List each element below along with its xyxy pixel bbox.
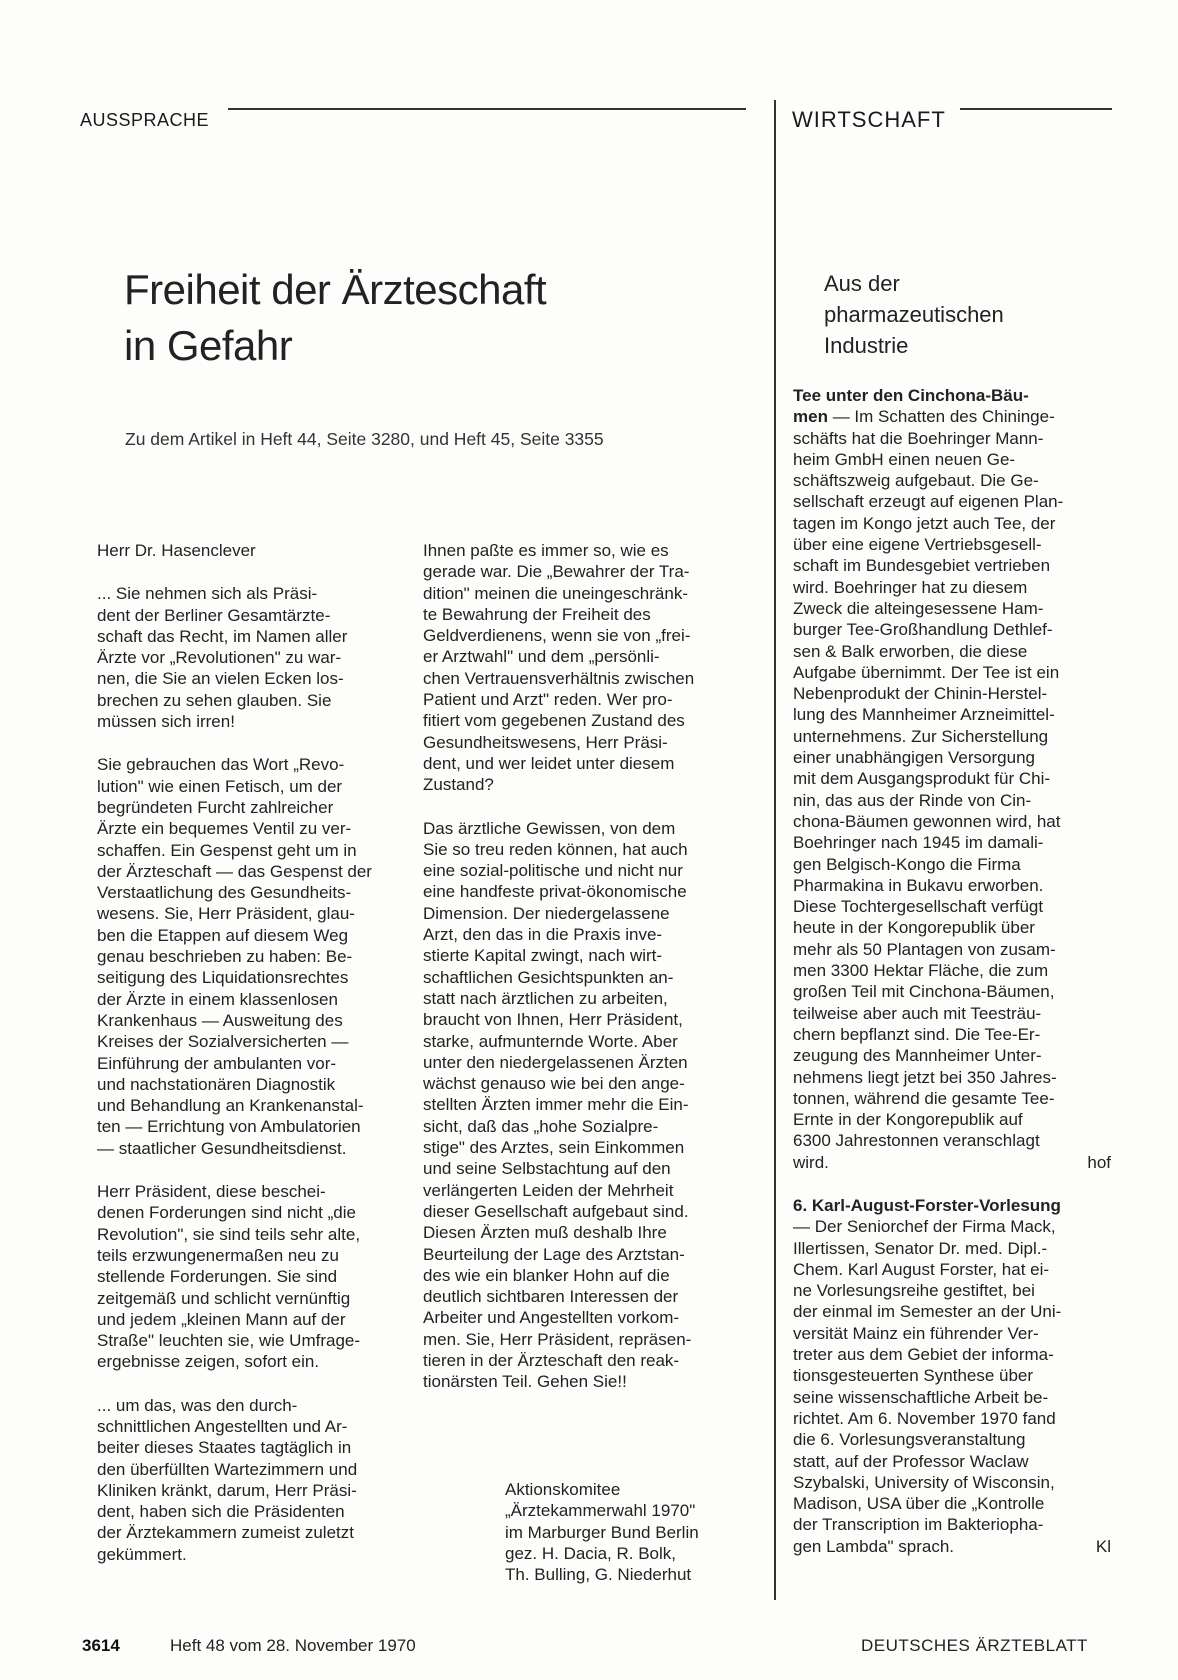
text-line: nehmens liegt jetzt bei 350 Jahres- <box>793 1067 1057 1087</box>
text-line: Illertissen, Senator Dr. med. Dipl.- <box>793 1238 1048 1258</box>
text-line: tionärsten Teil. Gehen Sie!! <box>423 1372 627 1392</box>
letter-paragraph <box>97 1395 407 1565</box>
text-line: Kliniken kränkt, darum, Herr Präsi- <box>97 1480 357 1500</box>
text-line: sen & Balk erworben, die diese <box>793 641 1028 661</box>
text-line: fitiert vom gegebenen Zustand des <box>423 711 685 731</box>
text-line: versität Mainz ein führender Ver- <box>793 1323 1039 1343</box>
text-line: mit dem Ausgangsprodukt für Chi- <box>793 769 1051 789</box>
text-line: unter den niedergelassenen Ärzten <box>423 1052 688 1072</box>
article-subtitle: Zu dem Artikel in Heft 44, Seite 3280, und Heft 45, Seite 3355 <box>125 429 604 449</box>
text-line: dieser Gesellschaft aufgebaut sind. <box>423 1201 689 1221</box>
text-line: ten — Errichtung von Ambulatorien <box>97 1117 361 1137</box>
text-line: teils erzwungenermaßen neu zu <box>97 1245 339 1265</box>
news-heading: Tee unter den Cinchona-Bäu- <box>793 386 1029 405</box>
text-line: Madison, USA über die „Kontrolle <box>793 1494 1045 1514</box>
letter-signature <box>505 1479 750 1585</box>
text-line: brechen zu sehen glauben. Sie <box>97 690 332 710</box>
text-line: stierte Kapital zwingt, nach wirt- <box>423 946 663 966</box>
text-line: müssen sich irren! <box>97 712 235 732</box>
signature-line: im Marburger Bund Berlin <box>505 1522 699 1542</box>
text-line: sicht, daß das „hohe Sozialpre- <box>423 1116 659 1136</box>
text-line: verlängerten Leiden der Mehrheit <box>423 1180 674 1200</box>
article-title <box>124 262 546 374</box>
text-line: großen Teil mit Cinchona-Bäumen, <box>793 982 1055 1002</box>
salutation <box>97 540 407 561</box>
text-line: Geldverdienens, wenn sie von „frei- <box>423 626 691 646</box>
text-line: denen Forderungen sind nicht „die <box>97 1203 356 1223</box>
text-line: sellschaft erzeugt auf eigenen Plan- <box>793 492 1064 512</box>
text-line: chona-Bäumen gewonnen wird, hat <box>793 811 1061 831</box>
text-line: Zweck die alteingesessene Ham- <box>793 598 1044 618</box>
text-line: der Ärztekammern zumeist zuletzt <box>97 1523 354 1543</box>
text-line: Ärzte vor „Revolutionen" zu war- <box>97 648 342 668</box>
text-line: chen Vertrauensverhältnis zwischen <box>423 668 695 688</box>
text-line <box>793 1152 1111 1173</box>
text-line: wächst genauso wie bei den ange- <box>423 1074 685 1094</box>
text-line: und nachstationären Diagnostik <box>97 1074 336 1094</box>
header-rule-left <box>228 108 746 110</box>
letter-paragraph <box>423 540 743 796</box>
industry-title-line: Aus der <box>824 271 900 296</box>
letter-paragraph <box>97 583 407 732</box>
text-fragment: wird. <box>793 1152 829 1172</box>
text-line: des wie ein blanker Hohn auf die <box>423 1265 670 1285</box>
text-line: eine handfeste privat-ökonomische <box>423 882 687 902</box>
issue-info: Heft 48 vom 28. November 1970 <box>170 1636 416 1655</box>
text-line: schaft das Recht, im Namen aller <box>97 626 348 646</box>
text-line: lution" wie einen Fetisch, um der <box>97 776 343 796</box>
signature-line: gez. H. Dacia, R. Bolk, <box>505 1543 677 1563</box>
text-line: richtet. Am 6. November 1970 fand <box>793 1408 1056 1428</box>
text-line: mehr als 50 Plantagen von zusam- <box>793 939 1056 959</box>
text-line: Dimension. Der niedergelassene <box>423 903 670 923</box>
text-line: über eine eigene Vertriebsgesell- <box>793 535 1042 555</box>
text-line: Chem. Karl August Forster, hat ei- <box>793 1259 1050 1279</box>
text-line: chern bepflanzt sind. Die Tee-Er- <box>793 1024 1041 1044</box>
text-line: deutlich sichtbaren Interessen der <box>423 1287 679 1307</box>
text-line: und jedem „kleinen Mann auf der <box>97 1309 346 1329</box>
text-line: genau beschrieben zu haben: Be- <box>97 947 353 967</box>
news-heading: 6. Karl-August-Forster-Vorlesung <box>793 1195 1061 1215</box>
text-line: schnittlichen Angestellten und Ar- <box>97 1416 348 1436</box>
text-line: dition" meinen die uneingeschränk- <box>423 583 688 603</box>
text-line: unternehmens. Zur Sicherstellung <box>793 726 1049 746</box>
text-line: Sie so treu reden können, hat auch <box>423 839 688 859</box>
letter-column-middle <box>423 540 743 1415</box>
news-item-tea <box>793 385 1111 1173</box>
text-line: Aufgabe übernimmt. Der Tee ist ein <box>793 662 1060 682</box>
industry-title-line: pharmazeutischen <box>824 302 1004 327</box>
text-line: dent, und wer leidet unter diesem <box>423 753 675 773</box>
text-line: Boehringer nach 1945 im damali- <box>793 833 1044 853</box>
letter-paragraph <box>97 754 407 1159</box>
text-line: der Ärzteschaft — das Gespenst der <box>97 861 372 881</box>
text-line: und seine Selbstachtung auf den <box>423 1159 671 1179</box>
text-line: Diesen Ärzten muß deshalb Ihre <box>423 1223 667 1243</box>
industry-section-title <box>824 268 1114 361</box>
text-line: te Bewahrung der Freiheit des <box>423 604 651 624</box>
text-line: statt nach ärztlichen zu arbeiten, <box>423 988 668 1008</box>
text-line: ne Vorlesungsreihe gestiftet, bei <box>793 1281 1035 1301</box>
text-line: braucht von Ihnen, Herr Präsident, <box>423 1010 683 1030</box>
text-line: schäftszweig aufgebaut. Die Ge- <box>793 471 1039 491</box>
text-line: Straße" leuchten sie, wie Umfrage- <box>97 1331 361 1351</box>
text-line: men. Sie, Herr Präsident, repräsen- <box>423 1329 692 1349</box>
text-line: ergebnisse zeigen, sofort ein. <box>97 1352 320 1372</box>
text-line: Pharmakina in Bukavu erworben. <box>793 875 1044 895</box>
letter-paragraph <box>423 818 743 1393</box>
text-line: gerade war. Die „Bewahrer der Tra- <box>423 562 690 582</box>
text-line <box>793 1536 1111 1557</box>
text-line: beiter dieses Staates tagtäglich in <box>97 1438 352 1458</box>
text-line: Herr Dr. Hasenclever <box>97 541 256 560</box>
text-line: zeugung des Mannheimer Unter- <box>793 1046 1042 1066</box>
author-initials: hof <box>1087 1152 1111 1172</box>
article-title-line: in Gefahr <box>124 322 293 369</box>
publication-name: DEUTSCHES ÄRZTEBLATT <box>861 1636 1088 1655</box>
header-rule-right <box>960 108 1112 110</box>
text-line: und Behandlung an Krankenanstal- <box>97 1096 364 1116</box>
text-line: der Transcription im Bakteriopha- <box>793 1515 1044 1535</box>
text-line: — staatlicher Gesundheitsdienst. <box>97 1138 347 1158</box>
letter-paragraph <box>97 1181 407 1373</box>
text-line: Diese Tochtergesellschaft verfügt <box>793 897 1044 917</box>
section-label-wirtschaft: WIRTSCHAFT <box>792 107 946 132</box>
text-line: Das ärztliche Gewissen, von dem <box>423 818 676 838</box>
text-line: Revolution", sie sind teils sehr alte, <box>97 1224 361 1244</box>
text-line: schäfts hat die Boehringer Mann- <box>793 428 1044 448</box>
signature-line: „Ärztekammerwahl 1970" <box>505 1501 696 1521</box>
text-line: 6300 Jahrestonnen veranschlagt <box>793 1131 1040 1151</box>
text-line: den überfüllten Wartezimmern und <box>97 1459 358 1479</box>
text-fragment: gen Lambda" sprach. <box>793 1536 955 1556</box>
text-line: stellten Ärzten immer mehr die Ein- <box>423 1095 689 1115</box>
section-label-aussprache: AUSSPRACHE <box>80 110 210 130</box>
text-line: Sie gebrauchen das Wort „Revo- <box>97 755 345 775</box>
text-line: Arbeiter und Angestellten vorkom- <box>423 1308 680 1328</box>
text-line: Kreises der Sozialversicherten — <box>97 1032 349 1052</box>
text-line: Beurteilung der Lage des Arztstan- <box>423 1244 685 1264</box>
text-line: heim GmbH einen neuen Ge- <box>793 449 1016 469</box>
letter-column-left <box>97 540 407 1587</box>
text-line: stellende Forderungen. Sie sind <box>97 1267 338 1287</box>
text-line: Arzt, den das in die Praxis inve- <box>423 925 663 945</box>
text-line: tonnen, während die gesamte Tee- <box>793 1088 1055 1108</box>
column-divider <box>774 100 776 1600</box>
text-line: lung des Mannheimer Arzneimittel- <box>793 705 1055 725</box>
text-line: die 6. Vorlesungsveranstaltung <box>793 1430 1026 1450</box>
text-line: dent der Berliner Gesamtärzte- <box>97 605 331 625</box>
text-line: ben die Etappen auf diesem Weg <box>97 925 349 945</box>
text-line: eine sozial-politische und nicht nur <box>423 861 683 881</box>
text-line: tagen im Kongo jetzt auch Tee, der <box>793 513 1056 533</box>
signature-line: Th. Bulling, G. Niederhut <box>505 1565 692 1585</box>
text-line: heute in der Kongorepublik über <box>793 918 1035 938</box>
text-line: Einführung der ambulanten vor- <box>97 1053 337 1073</box>
text-line: begründeten Furcht zahlreicher <box>97 797 334 817</box>
text-line: Ihnen paßte es immer so, wie es <box>423 541 669 560</box>
text-line: teilweise aber auch mit Teesträu- <box>793 1003 1042 1023</box>
text-line: Krankenhaus — Ausweitung des <box>97 1010 343 1030</box>
text-line: stige" des Arztes, sein Einkommen <box>423 1138 685 1158</box>
text-line: Herr Präsident, diese beschei- <box>97 1182 326 1202</box>
text-line: nin, das aus der Rinde von Cin- <box>793 790 1032 810</box>
text-line: gen Belgisch-Kongo die Firma <box>793 854 1021 874</box>
text-line: seine wissenschaftliche Arbeit be- <box>793 1387 1049 1407</box>
text-line: er Arztwahl" und dem „persönli- <box>423 647 660 667</box>
text-line: statt, auf der Professor Waclaw <box>793 1451 1029 1471</box>
text-line: der einmal im Semester an der Uni- <box>793 1302 1062 1322</box>
text-line: Patient und Arzt" reden. Wer pro- <box>423 690 673 710</box>
text-line: Gesundheitswesens, Herr Präsi- <box>423 732 668 752</box>
author-initials: Kl <box>1095 1536 1111 1556</box>
text-line: wesens. Sie, Herr Präsident, glau- <box>97 904 355 924</box>
text-line: einer unabhängigen Versorgung <box>793 748 1035 768</box>
industry-news-column <box>793 385 1111 1579</box>
text-fragment: — Im Schatten des Chininge- <box>827 407 1055 427</box>
text-line: burger Tee-Großhandlung Dethlef- <box>793 620 1053 640</box>
text-line: starke, aufmunternde Worte. Aber <box>423 1031 678 1051</box>
text-line: wird. Boehringer hat zu diesem <box>793 577 1028 597</box>
text-line: tieren in der Ärzteschaft den reak- <box>423 1350 680 1370</box>
text-line <box>793 406 1111 427</box>
text-line: treter aus dem Gebiet der informa- <box>793 1345 1054 1365</box>
news-item-lecture <box>793 1195 1111 1557</box>
text-line: Zustand? <box>423 775 494 795</box>
text-line: Nebenprodukt der Chinin-Herstel- <box>793 684 1048 704</box>
article-title-line: Freiheit der Ärzteschaft <box>124 266 547 313</box>
text-line: Verstaatlichung des Gesundheits- <box>97 883 352 903</box>
text-line: schaffen. Ein Gespenst geht um in <box>97 840 357 860</box>
text-line: ... Sie nehmen sich als Präsi- <box>97 584 318 604</box>
news-heading-end: men <box>793 407 828 427</box>
text-line: ... um das, was den durch- <box>97 1395 298 1415</box>
text-line: dent, haben sich die Präsidenten <box>97 1502 345 1522</box>
industry-title-line: Industrie <box>824 333 909 358</box>
text-line: Szybalski, University of Wisconsin, <box>793 1472 1055 1492</box>
text-line: gekümmert. <box>97 1544 187 1564</box>
text-line: schaftlichen Gesichtspunkten an- <box>423 967 674 987</box>
page-number: 3614 <box>82 1636 120 1655</box>
text-line: schaft im Bundesgebiet vertrieben <box>793 556 1051 576</box>
text-line: — Der Seniorchef der Firma Mack, <box>793 1217 1056 1237</box>
text-line: nen, die Sie an vielen Ecken los- <box>97 669 344 689</box>
text-line: zeitgemäß und schlicht vernünftig <box>97 1288 351 1308</box>
text-line: tionsgesteuerten Synthese über <box>793 1366 1034 1386</box>
text-line: der Ärzte in einem klassenlosen <box>97 989 338 1009</box>
signature-line: Aktionskomitee <box>505 1480 621 1499</box>
text-line: Ärzte ein bequemes Ventil zu ver- <box>97 819 352 839</box>
text-line: men 3300 Hektar Fläche, die zum <box>793 961 1049 981</box>
text-line: seitigung des Liquidationsrechtes <box>97 968 349 988</box>
text-line: Ernte in der Kongorepublik auf <box>793 1110 1023 1130</box>
